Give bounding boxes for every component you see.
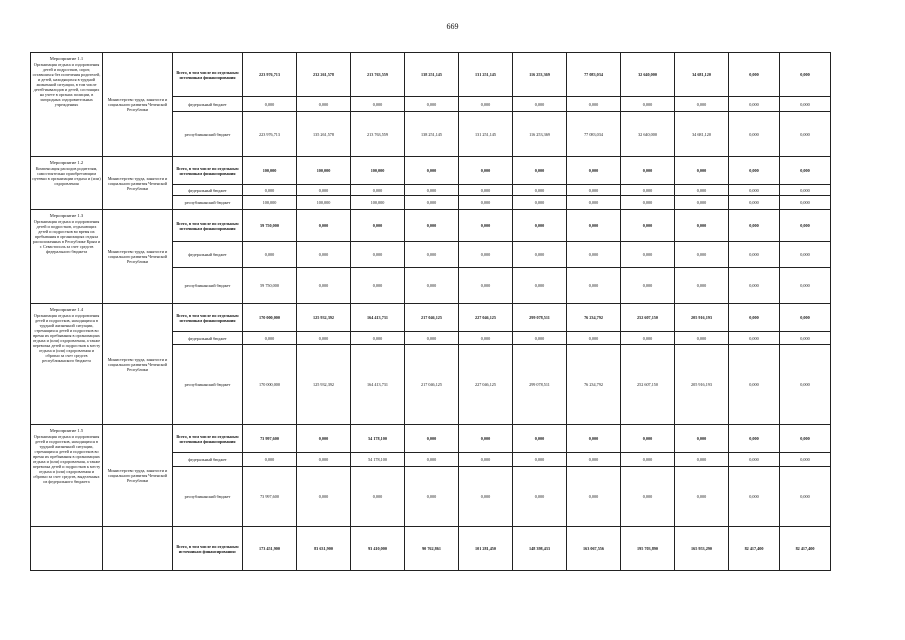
value-cell: 0,000 <box>297 210 351 242</box>
value-cell: 164 413,731 <box>351 345 405 425</box>
value-cell: 217 046,125 <box>405 345 459 425</box>
value-cell: 0,000 <box>567 210 621 242</box>
value-cell: 0,000 <box>459 157 513 185</box>
value-cell: 0,000 <box>405 332 459 345</box>
value-cell: 131 251,145 <box>459 112 513 157</box>
value-cell: 0,000 <box>621 467 675 527</box>
value-cell: 0,000 <box>513 210 567 242</box>
total-row <box>31 527 831 571</box>
value-cell: 0,000 <box>459 467 513 527</box>
executor-cell: Министерство труда, занятости и социального развития Чеченской Республики <box>103 304 173 425</box>
value-cell: 0,000 <box>621 332 675 345</box>
source-label-republic: республиканский бюджет <box>173 268 243 304</box>
value-cell: 0,000 <box>405 268 459 304</box>
source-label-republic: республиканский бюджет <box>173 196 243 210</box>
value-cell: 0,000 <box>621 242 675 268</box>
value-cell: 100,000 <box>351 157 405 185</box>
executor-cell: Министерство труда, занятости и социального развития Чеченской Республики <box>103 210 173 304</box>
value-cell: 0,000 <box>513 196 567 210</box>
event-description-cell <box>31 210 103 304</box>
value-cell: 0,000 <box>729 210 780 242</box>
value-cell: 227 046,125 <box>459 345 513 425</box>
value-cell: 0,000 <box>459 332 513 345</box>
value-cell: 0,000 <box>297 268 351 304</box>
value-cell: 0,000 <box>351 97 405 112</box>
source-label-federal: федеральный бюджет <box>173 97 243 112</box>
source-label-republic: республиканский бюджет <box>173 467 243 527</box>
value-cell: 0,000 <box>405 467 459 527</box>
value-cell: 0,000 <box>621 196 675 210</box>
value-cell: 0,000 <box>297 242 351 268</box>
value-cell: 0,000 <box>513 268 567 304</box>
value-cell: 0,000 <box>405 425 459 453</box>
source-label-all: Всего, в том числе по отдельным источникам финансирования <box>173 157 243 185</box>
value-cell: 0,000 <box>405 453 459 467</box>
total-value-cell: 93 410,000 <box>351 527 405 571</box>
value-cell: 100,000 <box>297 157 351 185</box>
value-cell: 34 681,120 <box>675 53 729 97</box>
value-cell: 0,000 <box>621 425 675 453</box>
value-cell: 0,000 <box>297 332 351 345</box>
event-description: Компенсация расходов родителям, самостоятельно приобретающим путевки в организации отдыха и (или) оздоровления <box>32 166 101 186</box>
executor-cell: Министерство труда, занятости и социального развития Чеченской Республики <box>103 425 173 527</box>
value-cell: 0,000 <box>459 97 513 112</box>
value-cell: 0,000 <box>243 185 297 196</box>
value-cell: 0,000 <box>780 185 831 196</box>
value-cell: 0,000 <box>729 53 780 97</box>
value-cell: 0,000 <box>675 185 729 196</box>
total-value-cell: 90 762,861 <box>405 527 459 571</box>
event-description: Организация отдыха и оздоровления детей и подростков, находящихся в трудной жизненной ситуации, стремящихся детей и подростков во время их пребывания в организациях отдыха и (или) оздоровления, а также перевозка детей и подростков к месту отдыха и (или) оздоровления и обратно за счет средств республиканского бюджета <box>32 313 101 363</box>
value-cell: 0,000 <box>780 112 831 157</box>
value-cell: 0,000 <box>513 467 567 527</box>
event-description: Организация отдыха и оздоровления детей и подростков, отдыхающих детей и подростков во время их пребывания в организациях отдыха расположенных в Республике Крым и г. Севастополь за счет средств федерального бюджета <box>32 219 101 254</box>
value-cell: 116 253,369 <box>513 53 567 97</box>
value-cell: 0,000 <box>351 242 405 268</box>
value-cell: 0,000 <box>780 210 831 242</box>
total-value-cell: 148 398,433 <box>513 527 567 571</box>
value-cell: 34 681,120 <box>675 112 729 157</box>
total-value-cell: 101 281,450 <box>459 527 513 571</box>
event-5-row-all <box>31 425 831 453</box>
event-description-cell <box>31 425 103 527</box>
value-cell: 0,000 <box>729 467 780 527</box>
value-cell: 0,000 <box>780 453 831 467</box>
event-title: Мероприятие 1.1 <box>49 56 84 61</box>
budget-table <box>30 52 831 571</box>
value-cell: 100,000 <box>297 196 351 210</box>
value-cell: 0,000 <box>459 196 513 210</box>
value-cell: 0,000 <box>567 97 621 112</box>
value-cell: 0,000 <box>675 268 729 304</box>
value-cell: 77 083,034 <box>567 53 621 97</box>
value-cell: 0,000 <box>405 210 459 242</box>
source-label-all: Всего, в том числе по отдельным источникам финансирования <box>173 425 243 453</box>
value-cell: 0,000 <box>459 268 513 304</box>
total-value-cell: 163 067,556 <box>567 527 621 571</box>
event-2-row-all <box>31 157 831 185</box>
value-cell: 0,000 <box>675 453 729 467</box>
value-cell: 227 046,125 <box>459 304 513 332</box>
event-4-row-all <box>31 304 831 332</box>
value-cell: 213 763,559 <box>351 112 405 157</box>
value-cell: 73 997,600 <box>243 425 297 453</box>
value-cell: 299 078,511 <box>513 304 567 332</box>
value-cell: 138 251,145 <box>405 53 459 97</box>
value-cell: 0,000 <box>675 97 729 112</box>
value-cell: 73 997,600 <box>243 467 297 527</box>
value-cell: 299 078,511 <box>513 345 567 425</box>
source-label-all: Всего, в том числе по отдельным источникам финансирования <box>173 304 243 332</box>
value-cell: 0,000 <box>780 425 831 453</box>
value-cell: 232 261,578 <box>297 53 351 97</box>
total-value-cell: 82 417,400 <box>729 527 780 571</box>
value-cell: 0,000 <box>675 210 729 242</box>
value-cell: 125 932,392 <box>297 304 351 332</box>
value-cell: 0,000 <box>780 242 831 268</box>
value-cell: 0,000 <box>405 157 459 185</box>
event-title: Мероприятие 1.4 <box>49 307 84 312</box>
value-cell: 0,000 <box>405 196 459 210</box>
value-cell: 100,000 <box>243 196 297 210</box>
budget-body <box>31 53 831 571</box>
value-cell: 0,000 <box>729 345 780 425</box>
value-cell: 0,000 <box>459 210 513 242</box>
value-cell: 0,000 <box>405 97 459 112</box>
value-cell: 0,000 <box>351 185 405 196</box>
event-3-row-all <box>31 210 831 242</box>
value-cell: 0,000 <box>513 157 567 185</box>
value-cell: 0,000 <box>621 157 675 185</box>
source-label-republic: республиканский бюджет <box>173 112 243 157</box>
value-cell: 0,000 <box>351 467 405 527</box>
value-cell: 0,000 <box>621 185 675 196</box>
total-label: Всего, в том числе по отдельным источникам финансирования: <box>173 527 243 571</box>
value-cell: 0,000 <box>567 268 621 304</box>
value-cell: 0,000 <box>567 467 621 527</box>
value-cell: 0,000 <box>513 242 567 268</box>
value-cell: 213 763,559 <box>351 53 405 97</box>
value-cell: 125 932,392 <box>297 345 351 425</box>
value-cell: 0,000 <box>675 332 729 345</box>
value-cell: 164 413,731 <box>351 304 405 332</box>
total-value-cell: 195 703,890 <box>621 527 675 571</box>
total-value-cell: 165 953,290 <box>675 527 729 571</box>
value-cell: 0,000 <box>459 242 513 268</box>
value-cell: 0,000 <box>513 332 567 345</box>
event-title: Мероприятие 1.2 <box>49 160 84 165</box>
value-cell: 0,000 <box>729 453 780 467</box>
value-cell: 0,000 <box>675 467 729 527</box>
value-cell: 0,000 <box>621 97 675 112</box>
value-cell: 135 261,578 <box>297 112 351 157</box>
event-1-row-all <box>31 53 831 97</box>
value-cell: 0,000 <box>351 268 405 304</box>
value-cell: 0,000 <box>780 304 831 332</box>
value-cell: 77 083,034 <box>567 112 621 157</box>
value-cell: 223 976,713 <box>243 53 297 97</box>
total-empty-cell <box>103 527 173 571</box>
total-value-cell: 83 631,900 <box>297 527 351 571</box>
value-cell: 0,000 <box>729 268 780 304</box>
value-cell: 0,000 <box>780 53 831 97</box>
value-cell: 252 607,150 <box>621 345 675 425</box>
value-cell: 54 178,100 <box>351 453 405 467</box>
value-cell: 0,000 <box>780 268 831 304</box>
value-cell: 0,000 <box>243 242 297 268</box>
source-label-federal: федеральный бюджет <box>173 185 243 196</box>
event-title: Мероприятие 1.5 <box>49 428 84 433</box>
value-cell: 116 253,369 <box>513 112 567 157</box>
value-cell: 0,000 <box>780 157 831 185</box>
value-cell: 0,000 <box>513 97 567 112</box>
value-cell: 0,000 <box>351 332 405 345</box>
value-cell: 0,000 <box>567 196 621 210</box>
value-cell: 32 640,000 <box>621 112 675 157</box>
value-cell: 223 976,713 <box>243 112 297 157</box>
source-label-all: Всего, в том числе по отдельным источникам финансирования <box>173 210 243 242</box>
value-cell: 131 251,145 <box>459 53 513 97</box>
total-empty-cell <box>31 527 103 571</box>
value-cell: 0,000 <box>621 210 675 242</box>
value-cell: 0,000 <box>297 185 351 196</box>
value-cell: 0,000 <box>729 185 780 196</box>
event-description: Организация отдыха и оздоровления детей и подростков, сирот, оставшихся без попечения родителей, и детей, находящихся в трудной жизненной ситуации, в том числе детей-инвалидов и детей, состоящих на учете в органах полиции, в загородных оздоровительных учреждениях <box>32 62 101 107</box>
source-label-federal: федеральный бюджет <box>173 332 243 345</box>
value-cell: 32 640,000 <box>621 53 675 97</box>
value-cell: 0,000 <box>729 196 780 210</box>
event-description-cell <box>31 53 103 157</box>
value-cell: 0,000 <box>297 467 351 527</box>
value-cell: 0,000 <box>567 425 621 453</box>
value-cell: 0,000 <box>459 453 513 467</box>
value-cell: 0,000 <box>405 242 459 268</box>
value-cell: 0,000 <box>405 185 459 196</box>
value-cell: 0,000 <box>567 185 621 196</box>
source-label-federal: федеральный бюджет <box>173 242 243 268</box>
value-cell: 217 046,125 <box>405 304 459 332</box>
value-cell: 0,000 <box>297 453 351 467</box>
value-cell: 0,000 <box>243 453 297 467</box>
value-cell: 0,000 <box>297 425 351 453</box>
value-cell: 0,000 <box>567 453 621 467</box>
value-cell: 0,000 <box>513 453 567 467</box>
value-cell: 0,000 <box>780 97 831 112</box>
value-cell: 76 234,792 <box>567 345 621 425</box>
value-cell: 100,000 <box>351 196 405 210</box>
event-description: Организация отдыха и оздоровления детей и подростков, находящихся в трудной жизненной ситуации, стремящихся детей и подростков во время их пребывания в организациях отдыха и (или) оздоровления, а также перевозка детей и подростков к месту отдыха и (или) оздоровления и обратно за счет средств, выделенных из федерального бюджета <box>32 434 101 484</box>
value-cell: 170 000,000 <box>243 304 297 332</box>
value-cell: 0,000 <box>243 332 297 345</box>
value-cell: 0,000 <box>351 210 405 242</box>
value-cell: 138 251,145 <box>405 112 459 157</box>
value-cell: 0,000 <box>621 268 675 304</box>
value-cell: 76 234,792 <box>567 304 621 332</box>
source-label-republic: республиканский бюджет <box>173 345 243 425</box>
value-cell: 205 916,193 <box>675 304 729 332</box>
value-cell: 252 607,150 <box>621 304 675 332</box>
value-cell: 0,000 <box>459 425 513 453</box>
value-cell: 0,000 <box>675 157 729 185</box>
value-cell: 205 916,193 <box>675 345 729 425</box>
value-cell: 0,000 <box>513 185 567 196</box>
value-cell: 54 178,100 <box>351 425 405 453</box>
source-label-federal: федеральный бюджет <box>173 453 243 467</box>
value-cell: 0,000 <box>729 112 780 157</box>
total-value-cell: 82 417,400 <box>780 527 831 571</box>
value-cell: 0,000 <box>459 185 513 196</box>
value-cell: 0,000 <box>675 425 729 453</box>
value-cell: 0,000 <box>780 196 831 210</box>
value-cell: 0,000 <box>567 332 621 345</box>
value-cell: 59 750,000 <box>243 210 297 242</box>
value-cell: 0,000 <box>567 157 621 185</box>
value-cell: 0,000 <box>729 332 780 345</box>
value-cell: 0,000 <box>729 242 780 268</box>
event-description-cell <box>31 304 103 425</box>
page-number: 669 <box>446 22 459 31</box>
value-cell: 0,000 <box>729 304 780 332</box>
executor-cell: Министерство труда, занятости и социального развития Чеченской Республики <box>103 53 173 157</box>
value-cell: 0,000 <box>729 425 780 453</box>
value-cell: 0,000 <box>513 425 567 453</box>
value-cell: 0,000 <box>729 157 780 185</box>
value-cell: 0,000 <box>675 196 729 210</box>
value-cell: 100,000 <box>243 157 297 185</box>
total-value-cell: 173 451,900 <box>243 527 297 571</box>
value-cell: 0,000 <box>729 97 780 112</box>
value-cell: 170 000,000 <box>243 345 297 425</box>
executor-cell: Министерство труда, занятости и социального развития Чеченской Республики <box>103 157 173 210</box>
value-cell: 0,000 <box>297 97 351 112</box>
value-cell: 59 750,000 <box>243 268 297 304</box>
value-cell: 0,000 <box>567 242 621 268</box>
value-cell: 0,000 <box>243 97 297 112</box>
source-label-all: Всего, в том числе по отдельным источникам финансирования <box>173 53 243 97</box>
value-cell: 0,000 <box>780 467 831 527</box>
event-title: Мероприятие 1.3 <box>49 213 84 218</box>
value-cell: 0,000 <box>780 345 831 425</box>
value-cell: 0,000 <box>621 453 675 467</box>
value-cell: 0,000 <box>675 242 729 268</box>
value-cell: 0,000 <box>780 332 831 345</box>
event-description-cell <box>31 157 103 210</box>
